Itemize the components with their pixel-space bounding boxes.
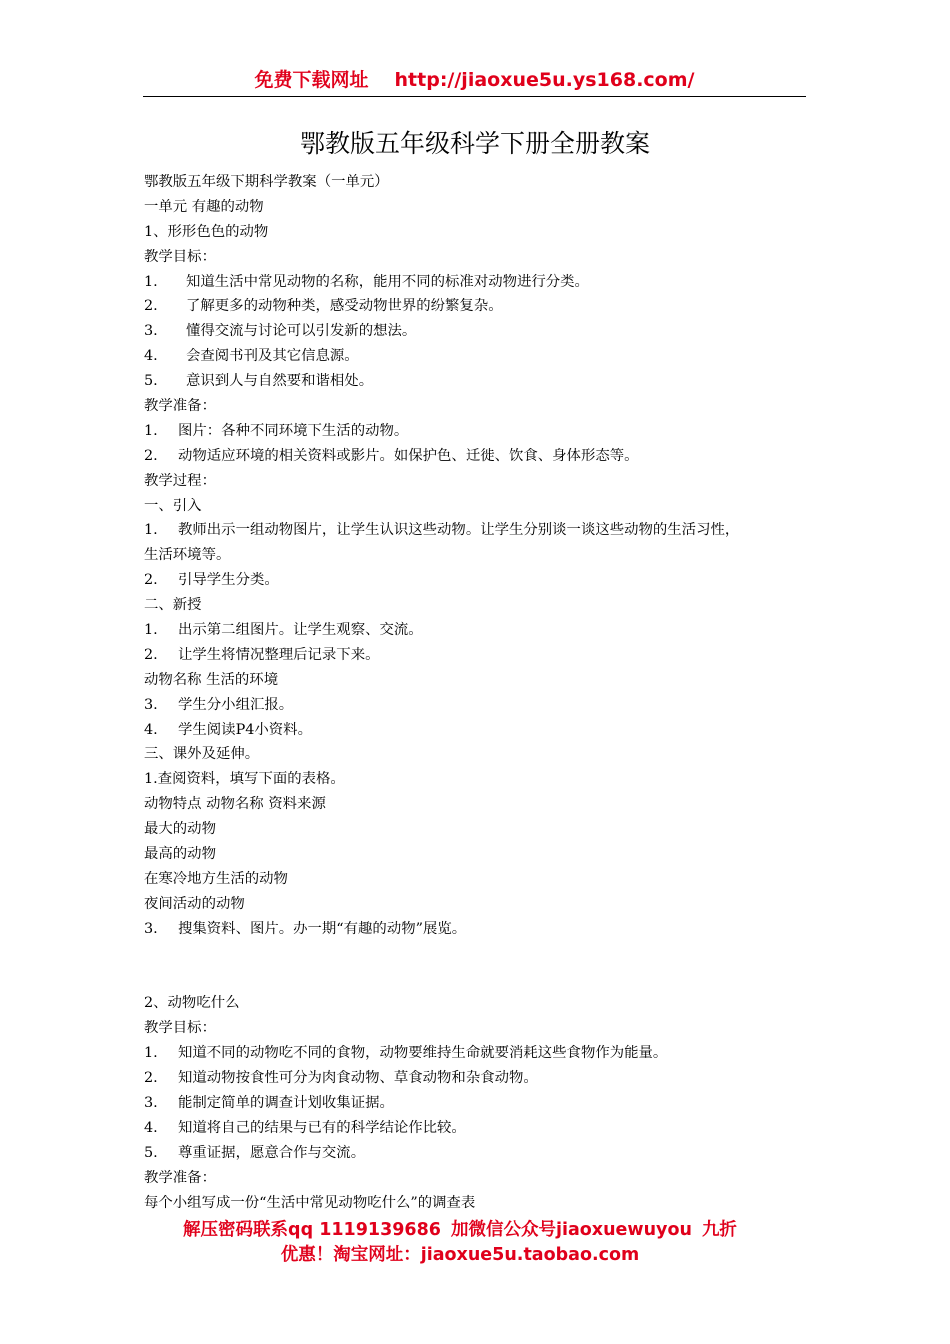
list-item: 1. 知道生活中常见动物的名称，能用不同的标准对动物进行分类。 [144, 273, 589, 290]
section-label: 教学目标： [144, 1020, 216, 1037]
section-label: 教学过程： [144, 472, 216, 489]
list-item: 1. 教师出示一组动物图片，让学生认识这些动物。让学生分别谈一谈这些动物的生活习性， [144, 522, 740, 539]
list-item: 2. 了解更多的动物种类，感受动物世界的纷繁复杂。 [144, 298, 503, 315]
list-item: 1. 出示第二组图片。让学生观察、交流。 [144, 622, 423, 639]
step-heading: 三、课外及延伸。 [144, 746, 260, 763]
list-item: 2. 知道动物按食性可分为肉食动物、草食动物和杂食动物。 [144, 1070, 538, 1087]
footer-discount: 九折 [701, 1220, 737, 1240]
list-item: 1.查阅资料，填写下面的表格。 [144, 771, 345, 788]
step-heading: 一、引入 [144, 497, 202, 514]
footer-password-contact: 解压密码联系qq 1119139686 [183, 1220, 441, 1240]
footer-taobao-link[interactable]: 优惠！淘宝网址：jiaoxue5u.taobao.com [280, 1245, 640, 1265]
list-item: 1. 知道不同的动物吃不同的食物，动物要维持生命就要消耗这些食物作为能量。 [144, 1045, 668, 1062]
unit-heading: 一单元 有趣的动物 [144, 198, 264, 215]
download-label: 免费下载网址 [254, 69, 369, 91]
list-item: 5. 意识到人与自然要和谐相处。 [144, 373, 374, 390]
list-item: 5. 尊重证据，愿意合作与交流。 [144, 1144, 366, 1161]
subtitle: 鄂教版五年级下期科学教案（一单元） [144, 174, 389, 190]
list-item: 4. 学生阅读P4小资料。 [144, 721, 312, 738]
table-header-text: 动物名称 生活的环境 [144, 671, 279, 688]
list-item-continuation: 生活环境等。 [144, 547, 231, 564]
list-item: 3. 学生分小组汇报。 [144, 696, 294, 713]
section-label: 教学准备： [144, 1169, 216, 1186]
contact-footer [0, 1218, 920, 1268]
step-heading: 二、新授 [144, 597, 202, 614]
document-title: 鄂教版五年级科学下册全册教案 [299, 129, 650, 158]
download-header [143, 66, 806, 97]
download-url-link[interactable]: http://jiaoxue5u.ys168.com/ [394, 69, 695, 91]
section-label: 教学准备： [144, 398, 216, 415]
lesson-heading: 2、动物吃什么 [144, 995, 240, 1012]
table-row-text: 在寒冷地方生活的动物 [144, 870, 288, 887]
lesson-heading: 1、形形色色的动物 [144, 223, 269, 240]
footer-wechat: 加微信公众号jiaoxuewuyou [450, 1220, 692, 1240]
section-label: 教学目标： [144, 248, 216, 265]
list-item: 2. 让学生将情况整理后记录下来。 [144, 646, 380, 663]
table-row-text: 最高的动物 [144, 846, 216, 863]
table-row-text: 夜间活动的动物 [144, 895, 245, 912]
list-item: 3. 搜集资料、图片。办一期“有趣的动物”展览。 [144, 920, 467, 937]
list-item: 2. 动物适应环境的相关资料或影片。如保护色、迁徙、饮食、身体形态等。 [144, 447, 639, 464]
table-row-text: 最大的动物 [144, 821, 216, 838]
table-header-text: 动物特点 动物名称 资料来源 [144, 796, 326, 813]
paragraph: 每个小组写成一份“生活中常见动物吃什么”的调查表 [144, 1194, 476, 1211]
list-item: 4. 知道将自己的结果与已有的科学结论作比较。 [144, 1119, 466, 1136]
list-item: 2. 引导学生分类。 [144, 572, 279, 589]
list-item: 3. 懂得交流与讨论可以引发新的想法。 [144, 323, 417, 340]
document-body [144, 170, 824, 1215]
list-item: 1. 图片：各种不同环境下生活的动物。 [144, 422, 409, 439]
list-item: 3. 能制定简单的调查计划收集证据。 [144, 1094, 394, 1111]
list-item: 4. 会查阅书刊及其它信息源。 [144, 348, 359, 365]
